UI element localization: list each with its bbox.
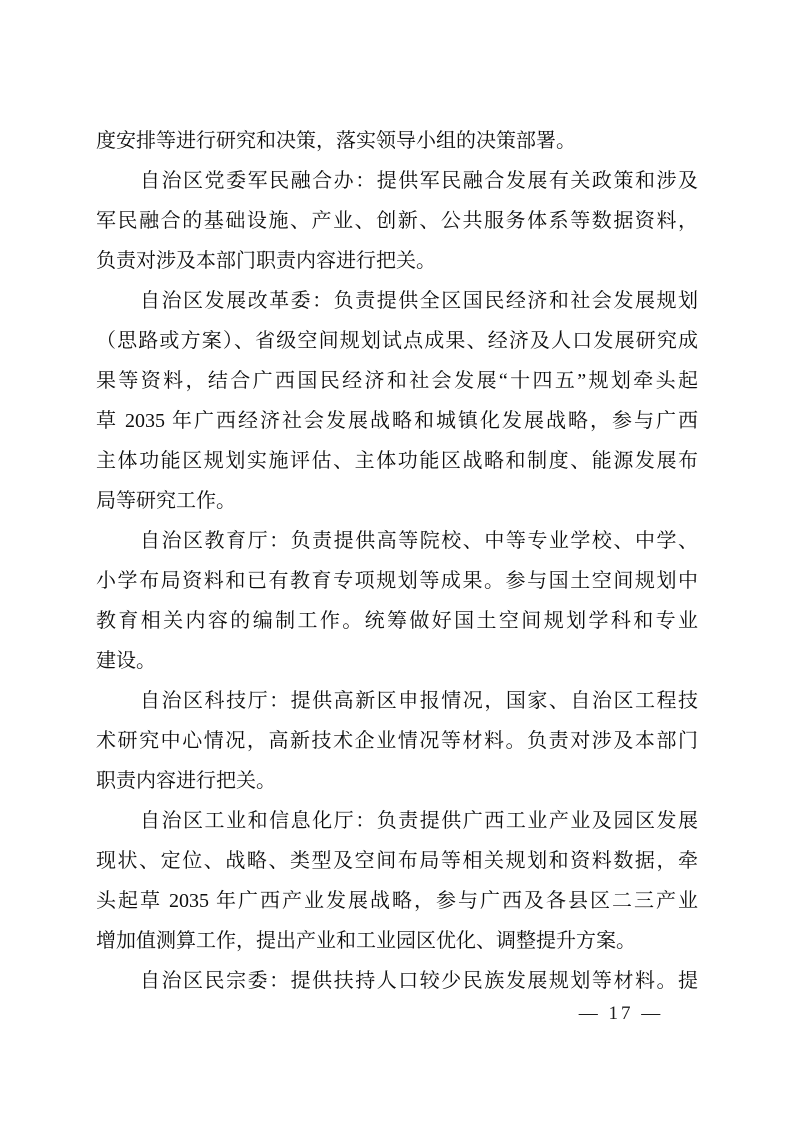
text-line: 现状、定位、战略、类型及空间布局等相关规划和资料数据，牵 xyxy=(96,850,698,872)
text-line: 草 2035 年广西经济社会发展战略和城镇化发展战略，参与广西 xyxy=(96,410,698,432)
text-line: （思路或方案）、省级空间规划试点成果、经济及人口发展研究成 xyxy=(96,330,698,352)
text-line: 负责对涉及本部门职责内容进行把关。 xyxy=(96,250,436,272)
text-line: 主体功能区规划实施评估、主体功能区战略和制度、能源发展布 xyxy=(96,450,698,472)
text-line: 果等资料，结合广西国民经济和社会发展“十四五”规划牵头起 xyxy=(96,370,698,392)
page-number: — 17 — xyxy=(578,1003,664,1024)
body-text xyxy=(96,121,698,1001)
text-line: 军民融合的基础设施、产业、创新、公共服务体系等数据资料， xyxy=(96,210,698,232)
text-line: 局等研究工作。 xyxy=(96,490,236,512)
text-line: 自治区民宗委：提供扶持人口较少民族发展规划等材料。提 xyxy=(140,970,698,992)
text-line: 头起草 2035 年广西产业发展战略，参与广西及各县区二三产业 xyxy=(96,890,698,912)
text-line: 自治区工业和信息化厅：负责提供广西工业产业及园区发展 xyxy=(140,810,698,832)
text-line: 自治区教育厅：负责提供高等院校、中等专业学校、中学、 xyxy=(140,530,698,552)
text-line: 自治区科技厅：提供高新区申报情况，国家、自治区工程技 xyxy=(140,690,698,712)
text-line: 自治区党委军民融合办：提供军民融合发展有关政策和涉及 xyxy=(140,170,698,192)
text-line: 职责内容进行把关。 xyxy=(96,770,276,792)
text-line: 增加值测算工作，提出产业和工业园区优化、调整提升方案。 xyxy=(96,930,636,952)
text-line: 术研究中心情况，高新技术企业情况等材料。负责对涉及本部门 xyxy=(96,730,698,752)
text-line: 教育相关内容的编制工作。统筹做好国土空间规划学科和专业 xyxy=(96,610,698,632)
text-line: 小学布局资料和已有教育专项规划等成果。参与国土空间规划中 xyxy=(96,570,698,592)
text-line: 自治区发展改革委：负责提供全区国民经济和社会发展规划 xyxy=(140,290,698,312)
text-line: 度安排等进行研究和决策，落实领导小组的决策部署。 xyxy=(96,130,576,152)
text-line: 建设。 xyxy=(96,650,156,672)
